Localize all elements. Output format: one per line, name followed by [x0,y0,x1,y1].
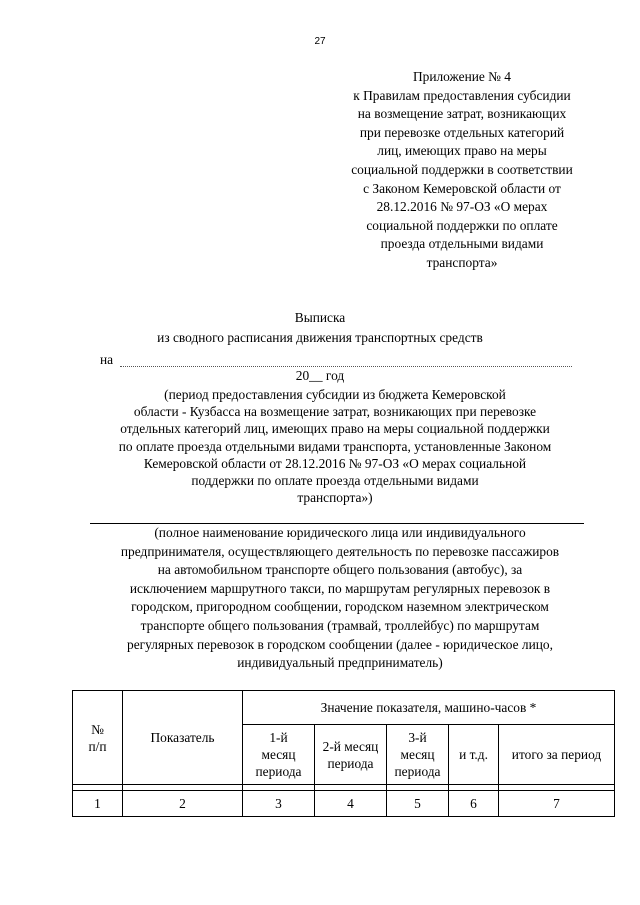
appendix-line: транспорта» [426,254,498,270]
header-total: итого за период [499,725,615,785]
entity-note-line: транспорте общего пользования (трамвай, троллейбус) по маршрутам [140,617,540,633]
period-note-line: отдельных категорий лиц, имеющих право на меры социальной поддержки [120,421,550,437]
entity-note-line: индивидуальный предприниматель) [237,655,443,671]
entity-note-line: регулярных перевозок в городском сообщении (далее - юридическое лицо, [127,636,553,652]
period-note-line: области - Кузбасса на возмещение затрат, возникающих при перевозке [133,404,537,420]
appendix-line: социальной поддержки в соответствии [351,161,573,177]
index-cell: 6 [449,791,499,817]
header-month-1-line: месяц [261,747,296,762]
na-label: на [100,352,114,367]
index-cell: 5 [387,791,449,817]
appendix-line: проезда отдельными видами [380,236,544,252]
period-note-line: Кемеровской области от 28.12.2016 № 97-ОЗ «О мерах социальной [143,455,527,471]
fill-in-line [120,366,572,367]
appendix-line: к Правилам предоставления субсидии [353,87,571,103]
appendix-line: при перевозке отдельных категорий [359,124,565,140]
entity-note-line: городском, пригородном сообщении, городском наземном электрическом [131,599,549,615]
indicator-table [72,690,615,817]
header-value-group: Значение показателя, машино-часов * [243,691,615,725]
period-note-line: (период предоставления субсидии из бюджета Кемеровской [164,387,506,402]
appendix-line: на возмещение затрат, возникающих [357,106,567,122]
header-month-3-line: месяц [400,747,435,762]
appendix-line: Приложение № 4 [412,69,512,84]
entity-note [60,524,620,673]
index-cell: 1 [73,791,123,817]
document-subtitle: из сводного расписания движения транспортных средств [157,330,483,345]
index-cell: 2 [123,791,243,817]
index-cell: 4 [315,791,387,817]
header-month-2-line: периода [327,755,374,771]
entity-note-line: предпринимателя, осуществляющего деятельность по перевозке пассажиров [120,543,560,559]
entity-note-line: на автомобильном транспорте общего пользования (автобус), за [157,562,523,578]
header-number-line: п/п [88,738,107,754]
appendix-heading [334,68,590,273]
header-month-2-line: 2-й месяц [322,738,379,754]
appendix-line: с Законом Кемеровской области от [363,180,561,196]
header-number [73,691,123,785]
appendix-line: 28.12.2016 № 97-ОЗ «О мерах [376,199,548,215]
year-label: 20__ год [295,368,345,383]
period-note-line: транспорта») [297,490,373,506]
header-month-3 [387,725,449,785]
document-title: Выписка [294,310,346,325]
header-month-1-line: периода [255,764,302,779]
entity-note-line: (полное наименование юридического лица или индивидуального [154,525,526,540]
period-note [70,386,600,506]
header-month-1-line: 1-й [269,730,288,745]
period-note-line: поддержки по оплате проезда отдельными видами [191,473,479,489]
header-month-1 [243,725,315,785]
header-month-2 [315,725,387,785]
period-note-line: по оплате проезда отдельными видами транспорта, установленные Законом [118,438,552,454]
index-cell: 3 [243,791,315,817]
appendix-line: лиц, имеющих право на меры [377,143,547,159]
page-number: 27 [314,36,326,47]
entity-note-line: исключением маршрутного такси, по маршрутам регулярных перевозок в [129,580,551,596]
header-number-line: № [91,721,104,737]
header-etc: и т.д. [449,725,499,785]
appendix-line: социальной поддержки по оплате [366,217,558,233]
index-cell: 7 [499,791,615,817]
header-indicator: Показатель [123,691,243,785]
header-month-3-line: периода [394,764,441,779]
header-month-3-line: 3-й [408,730,427,745]
